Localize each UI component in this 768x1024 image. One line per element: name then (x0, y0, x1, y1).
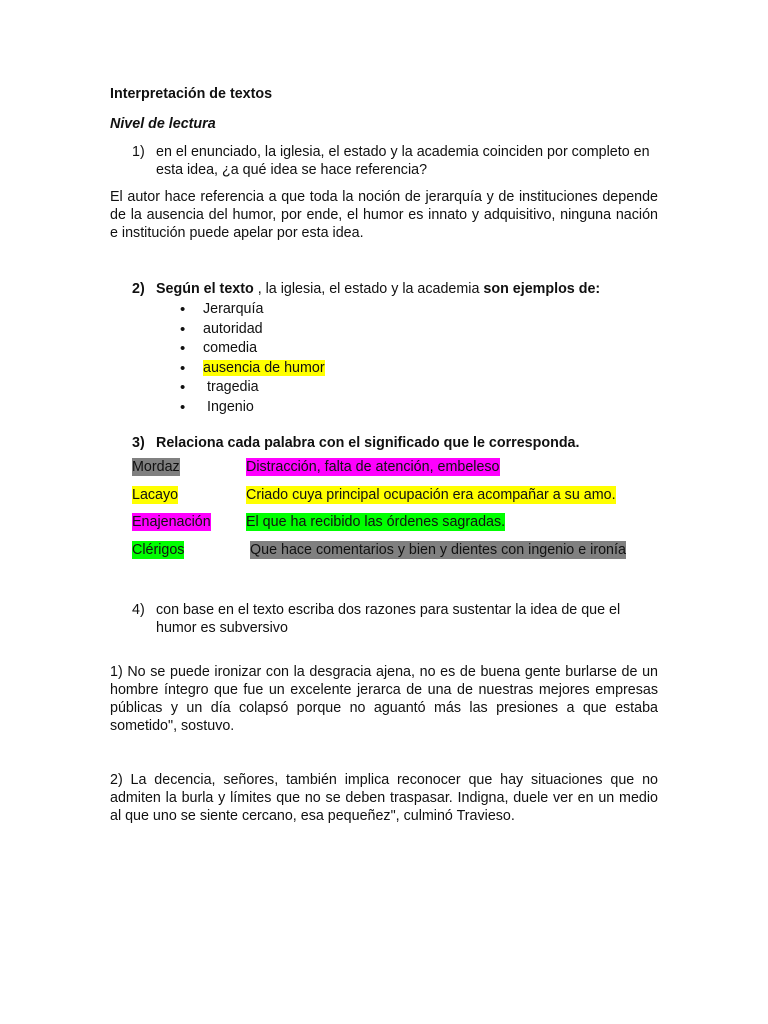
question-2-number: 2) (132, 281, 145, 297)
list-item (180, 398, 658, 418)
bullet-icon: • (180, 359, 186, 377)
matching-row (110, 486, 658, 514)
reason-2: 2) La decencia, señores, también implica reconocer que hay situaciones que no admiten la burla y límites que no se deben traspasar. Indigna, duele ver en un medio al que uno se siente cercano, esa pequeñez", culminó Travieso. (110, 772, 658, 825)
question-3 (110, 434, 658, 452)
answer-1: El autor hace referencia a que toda la noción de jerarquía y de instituciones depende de la ausencia del humor, por ende, el humor es innato y adquisitivo, ninguna nación e institución puede apelar por esta idea. (110, 189, 658, 241)
matching-term: Mordaz (132, 459, 180, 475)
question-2 (110, 280, 658, 298)
section-subtitle: Nivel de lectura (110, 116, 216, 132)
matching-term: Enajenación (132, 514, 211, 531)
reason-1: 1) No se puede ironizar con la desgracia ajena, no es de buena gente burlarse de un hombre íntegro que fue un excelente jerarca de una de nuestras mejores empresas públicas y un día colapsó porque no aguantó más las presiones a que estaba sometido", sostuvo. (110, 664, 658, 735)
bullet-icon: • (180, 398, 186, 416)
matching-row (110, 513, 658, 541)
list-item (180, 320, 658, 340)
matching-row (110, 458, 658, 486)
matching-definition: Distracción, falta de atención, embeleso (246, 459, 500, 475)
question-2-bold-end: son ejemplos de: (483, 281, 601, 297)
bullet-icon: • (180, 340, 186, 357)
matching-definition: Que hace comentarios y bien y dientes con ingenio e ironía (250, 541, 626, 558)
bullet-icon: • (180, 301, 186, 318)
question-1 (110, 143, 658, 179)
matching-term: Clérigos (132, 541, 185, 558)
question-2-bold-start: Según el texto (156, 281, 254, 297)
option-text-highlighted: ausencia de humor (203, 359, 325, 376)
option-text: Jerarquía (203, 301, 264, 317)
option-text: comedia (203, 340, 258, 356)
list-item (180, 359, 658, 379)
question-4 (110, 601, 658, 637)
option-text: autoridad (203, 320, 263, 337)
matching-definition: El que ha recibido las órdenes sagradas. (246, 514, 506, 531)
list-item (180, 300, 658, 320)
options-list (110, 300, 658, 417)
question-3-number: 3) (132, 435, 145, 451)
document-title: Interpretación de textos (110, 86, 273, 102)
bullet-icon: • (180, 379, 186, 396)
question-4-text: con base en el texto escriba dos razones para sustentar la idea de que el humor es subversivo (156, 602, 621, 637)
question-4-number: 4) (132, 602, 145, 619)
question-2-middle: , la iglesia, el estado y la academia (253, 281, 484, 297)
option-text: tragedia (203, 379, 259, 395)
matching-definition: Criado cuya principal ocupación era acompañar a su amo. (246, 486, 616, 503)
matching-row (110, 541, 658, 569)
question-1-text: en el enunciado, la iglesia, el estado y la academia coinciden por completo en esta idea, ¿a qué idea se hace referencia? (156, 144, 650, 178)
matching-table (110, 458, 658, 568)
bullet-icon: • (180, 320, 186, 338)
document-page (110, 84, 658, 825)
matching-term: Lacayo (132, 486, 179, 503)
question-3-text: Relaciona cada palabra con el significado que le corresponda. (156, 435, 580, 451)
option-text: Ingenio (203, 398, 254, 415)
list-item (180, 339, 658, 359)
question-1-number: 1) (132, 144, 145, 160)
list-item (180, 378, 658, 398)
